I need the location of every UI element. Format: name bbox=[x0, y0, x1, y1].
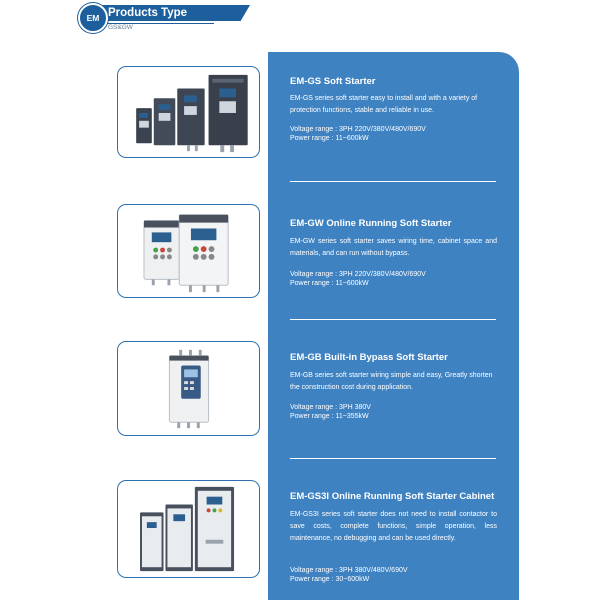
product-power-gs: Power range : 11~600kW bbox=[290, 135, 369, 142]
product-description-gs3i: EM-GS3I series soft starter does not need to install contactor to save costs, complete functions, simple operation, less maintenance, no debugging and can be used directly. bbox=[290, 511, 497, 542]
section-divider bbox=[290, 181, 496, 182]
product-title-gs: EM-GS Soft Starter bbox=[290, 76, 376, 87]
product-image-gb bbox=[117, 341, 260, 436]
product-power-gw: Power range : 11~600kW bbox=[290, 280, 369, 287]
section-divider bbox=[290, 319, 496, 320]
product-voltage-gs3i: Voltage range : 3PH 380V/480V/690V bbox=[290, 567, 408, 574]
product-description-gb: EM-GB series soft starter wiring simple and easy, Greatly shorten the construction cost during application. bbox=[290, 372, 493, 391]
product-image-gs3i bbox=[117, 480, 260, 578]
product-title-gb: EM-GB Built-in Bypass Soft Starter bbox=[290, 352, 448, 363]
product-power-gs3i: Power range : 30~600kW bbox=[290, 576, 370, 583]
section-divider bbox=[290, 458, 496, 459]
product-image-gs bbox=[117, 66, 260, 158]
product-power-gb: Power range : 11~355kW bbox=[290, 413, 369, 420]
bypass-soft-starter-icon bbox=[118, 342, 259, 435]
page-title: Products Type bbox=[108, 7, 188, 19]
product-description-gw: EM-GW series soft starter saves wiring time, cabinet space and materials, and can run without bypass. bbox=[290, 238, 497, 257]
product-title-gw: EM-GW Online Running Soft Starter bbox=[290, 218, 452, 229]
em-logo: EM bbox=[78, 3, 108, 33]
soft-starter-family-icon bbox=[118, 67, 259, 157]
soft-starter-cabinet-icon bbox=[118, 481, 259, 577]
online-soft-starter-icon bbox=[118, 205, 259, 297]
product-voltage-gw: Voltage range : 3PH 220V/380V/480V/690V bbox=[290, 271, 426, 278]
product-title-gs3i: EM-GS3I Online Running Soft Starter Cabinet bbox=[290, 491, 495, 502]
product-image-gw bbox=[117, 204, 260, 298]
product-description-gs: EM-GS series soft starter easy to install and with a variety of protection functions, stable and reliable in use. bbox=[290, 95, 478, 114]
page-subtitle: GS&GW bbox=[108, 24, 133, 31]
product-voltage-gs: Voltage range : 3PH 220V/380V/480V/690V bbox=[290, 126, 426, 133]
product-voltage-gb: Voltage range : 3PH 380V bbox=[290, 404, 371, 411]
products-type-header bbox=[78, 3, 253, 33]
